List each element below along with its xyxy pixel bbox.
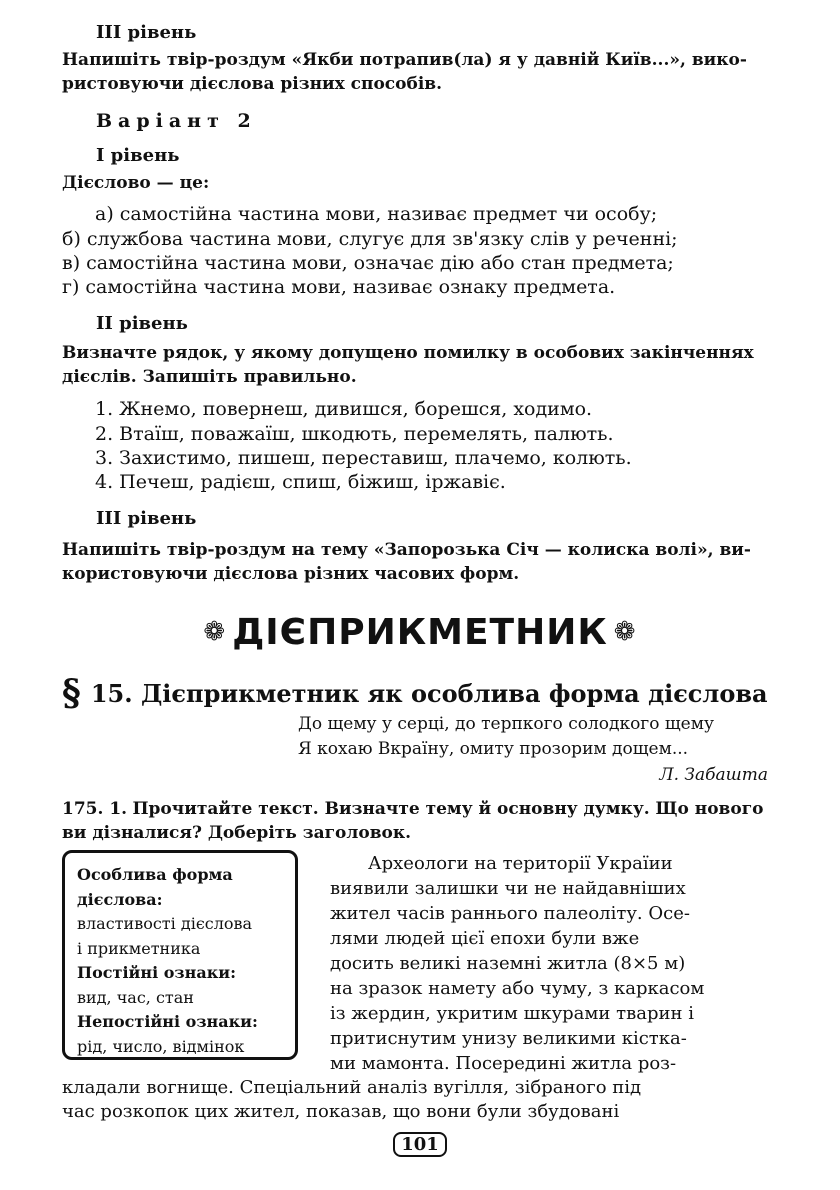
text-line-2: виявили залишки чи не найдавніших bbox=[330, 878, 686, 899]
level2-item-2: 2. Втаїш, поважаїш, шкодють, перемелять, палють. bbox=[95, 423, 614, 445]
text-line-9: ми мамонта. Посередині житла роз- bbox=[330, 1053, 677, 1074]
level2-task-line1: Визначте рядок, у якому допущено помилку в особових закінченнях bbox=[62, 343, 754, 363]
info-line-1: Особлива форма bbox=[77, 865, 233, 884]
info-line-2: дієслова: bbox=[77, 889, 163, 909]
prev-level3-task-line1: Напишіть твір-роздум «Якби потрапив(ла) я у давній Київ...», вико- bbox=[62, 50, 747, 70]
level2-item-1: 1. Жнемо, повернеш, дивишся, борешся, ходимо. bbox=[95, 398, 593, 420]
epigraph-line-1: До щему у серці, до терпкого солодкого щему bbox=[298, 714, 714, 734]
level1-option-c: в) самостійна частина мови, означає дію або стан предмета; bbox=[62, 252, 674, 274]
level2-task-line2: дієслів. Запишіть правильно. bbox=[62, 367, 357, 387]
page-number-text: 101 bbox=[393, 1132, 447, 1157]
variant-title: Варіант 2 bbox=[96, 110, 257, 132]
level3-task-line2: користовуючи дієслова різних часових форм. bbox=[62, 564, 520, 584]
text-line-6: на зразок намету або чуму, з каркасом bbox=[330, 978, 705, 999]
text-line-7: із жердин, укритим шкурами тварин і bbox=[330, 1003, 694, 1024]
paragraph-title: 15. Дієприкметник як особлива форма дієслова bbox=[90, 679, 768, 708]
level2-item-3: 3. Захистимо, пишеш, переставиш, плачемо, колють. bbox=[95, 447, 632, 469]
section-heading bbox=[0, 612, 840, 653]
info-line-4: і прикметника bbox=[77, 938, 201, 958]
page-number bbox=[380, 1134, 460, 1155]
exercise-task-line1 bbox=[62, 799, 763, 819]
info-line-7: Непостійні ознаки: bbox=[77, 1012, 258, 1031]
prev-level3-heading: III рівень bbox=[96, 22, 197, 43]
text-line-4: лями людей цієї епохи були вже bbox=[330, 928, 640, 949]
text-line-1: Археологи на території Україии bbox=[368, 853, 673, 874]
level1-option-a: а) самостійна частина мови, називає предмет чи особу; bbox=[95, 203, 658, 225]
paragraph-heading bbox=[62, 672, 768, 714]
ornament-left-icon: ❁ bbox=[203, 617, 227, 647]
level1-question: Дієслово — це: bbox=[62, 173, 210, 193]
level1-option-d: г) самостійна частина мови, називає ознаку предмета. bbox=[62, 276, 616, 298]
prev-level3-task-line2: ристовуючи дієслова різних способів. bbox=[62, 74, 443, 94]
text-line-3: жител часів раннього палеоліту. Осе- bbox=[330, 903, 690, 924]
text-line-11: час розкопок цих жител, показав, що вони були збудовані bbox=[62, 1101, 620, 1122]
info-line-5: Постійні ознаки: bbox=[77, 963, 237, 982]
info-box bbox=[62, 850, 298, 1060]
paragraph-sign: § bbox=[62, 672, 81, 714]
section-title: ДІЄПРИКМЕТНИК bbox=[232, 612, 608, 653]
exercise-task-text: Прочитайте текст. Визначте тему й основну думку. Що нового bbox=[132, 799, 764, 819]
level1-heading: I рівень bbox=[96, 145, 180, 166]
exercise-task-line2: ви дізналися? Доберіть заголовок. bbox=[62, 823, 412, 843]
text-line-8: притиснутим унизу великими кістка- bbox=[330, 1028, 687, 1049]
info-line-8: рід, число, відмінок bbox=[77, 1036, 245, 1056]
level3-task-line1: Напишіть твір-роздум на тему «Запорозька Січ — колиска волі», ви- bbox=[62, 540, 751, 560]
epigraph-author: Л. Забашта bbox=[659, 765, 768, 785]
exercise-number: 175. 1. bbox=[62, 799, 128, 819]
level2-heading: II рівень bbox=[96, 313, 188, 334]
text-line-5: досить великі наземні житла (8×5 м) bbox=[330, 953, 686, 974]
level1-option-b: б) службова частина мови, слугує для зв'язку слів у реченні; bbox=[62, 228, 678, 250]
level2-item-4: 4. Печеш, радієш, спиш, біжиш, іржавіє. bbox=[95, 471, 506, 493]
epigraph-line-2: Я кохаю Вкраїну, омиту прозорим дощем... bbox=[298, 739, 689, 759]
text-line-10: кладали вогнище. Спеціальний аналіз вугілля, зібраного під bbox=[62, 1077, 642, 1098]
ornament-right-icon: ❁ bbox=[613, 617, 637, 647]
info-line-6: вид, час, стан bbox=[77, 987, 194, 1007]
info-line-3: властивості дієслова bbox=[77, 914, 253, 933]
level3-heading: III рівень bbox=[96, 508, 197, 529]
